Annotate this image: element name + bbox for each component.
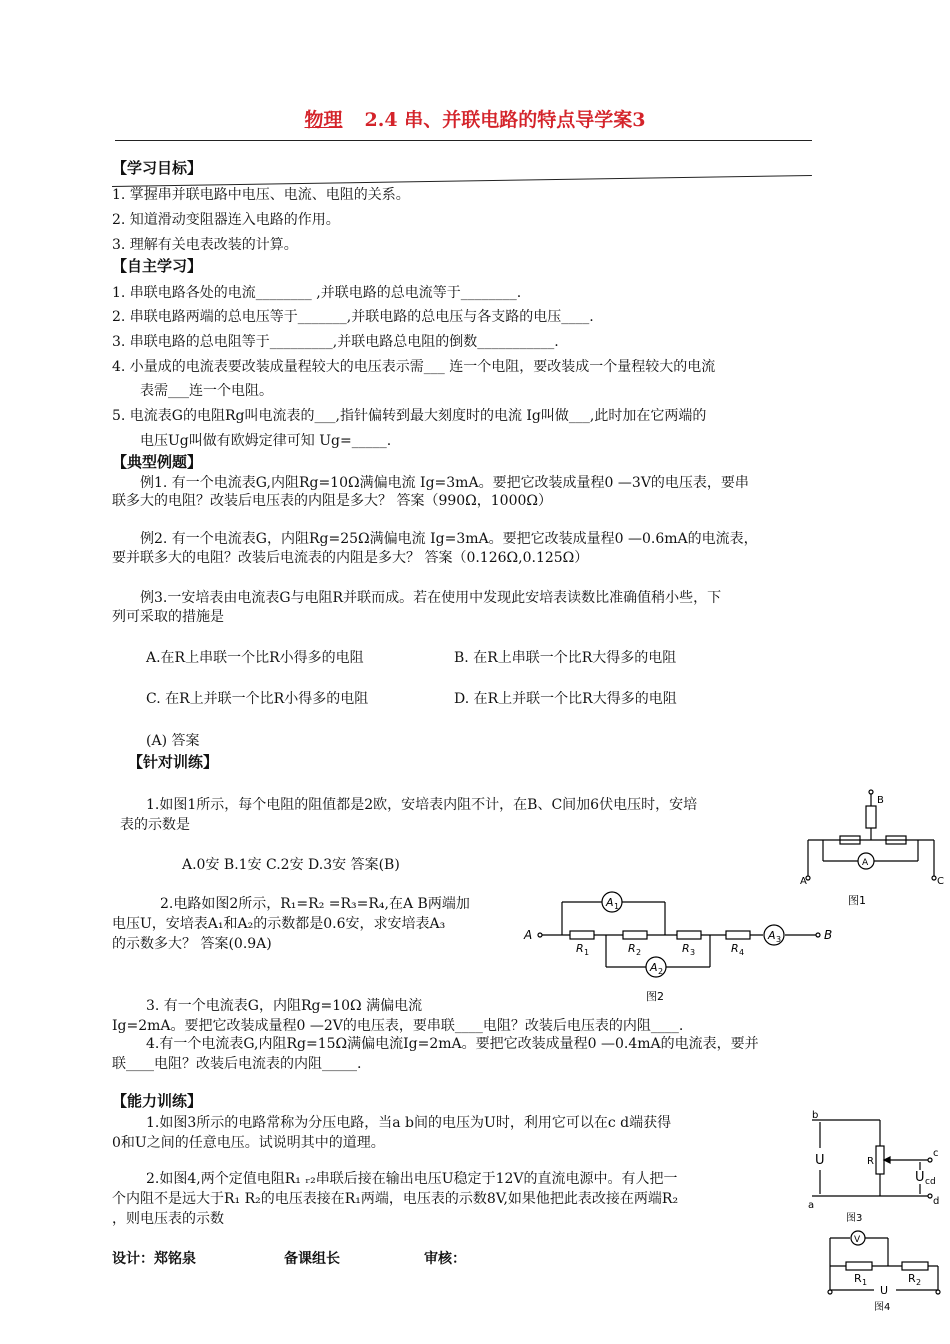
fig2-label-a: A: [524, 928, 533, 942]
fig4-r1: R: [854, 1272, 862, 1285]
option-b: B. 在R上串联一个比R大得多的电阻: [454, 650, 677, 666]
title-rule: [115, 140, 812, 141]
figure-2-circuit: [520, 888, 840, 1006]
fig2-r3: R: [682, 942, 690, 955]
fig2-ammeter-a3-sub: 3: [776, 935, 782, 944]
self-study-item: 表需___连一个电阻。: [140, 383, 273, 399]
self-study-item: 电压Ug叫做有欧姆定律可知 Ug=_____.: [140, 433, 392, 449]
fig2-caption: 图2: [646, 990, 664, 1003]
practice-1: 1.如图1所示，每个电阻的阻值都是2欧，安培表内阻不计，在B、C间加6伏电压时，安培: [146, 797, 698, 813]
fig2-r4: R: [731, 942, 739, 955]
fig1-label-c: C: [937, 876, 944, 887]
ability-2: ，则电压表的示数: [112, 1211, 224, 1227]
self-study-item: 5. 电流表G的电阻Rg叫电流表的___,指针偏转到最大刻度时的电流 Ig叫做___,此时加在它两端的: [112, 408, 707, 424]
strike-line: [112, 175, 812, 187]
ability-2: 2.如图4,两个定值电阻R₁ ᵣ₂串联后接在输出电压U稳定于12V的直流电源中。有人把一: [146, 1171, 678, 1187]
fig3-label-d: d: [933, 1196, 940, 1207]
figure-3-circuit: [800, 1108, 948, 1226]
example-3: 例3.一安培表由电流表G与电阻R并联而成。若在使用中发现此安培表读数比准确值稍小些，下: [140, 590, 722, 606]
fig4-r2: R: [908, 1272, 916, 1285]
ability-1: 0和U之间的任意电压。试说明其中的道理。: [112, 1135, 385, 1151]
fig2-ammeter-a1-sub: 1: [614, 902, 620, 911]
practice-1: 表的示数是: [120, 817, 190, 833]
goal-item: 2. 知道滑动变阻器连入电路的作用。: [112, 212, 340, 228]
fig3-caption: 图3: [846, 1213, 863, 1224]
figure-4-circuit: [820, 1228, 948, 1342]
example-2: 例2. 有一个电流表G，内阻Rg=25Ω满偏电流 Ig=3mA。要把它改装成量程0 —0.6mA的电流表，: [140, 531, 758, 547]
fig4-voltage-u: U: [880, 1284, 889, 1297]
self-study-item: 4. 小量成的电流表要改装成量程较大的电压表示需___ 连一个电阻，要改装成一个量程较大的电流: [112, 359, 716, 375]
goal-item: 3. 理解有关电表改装的计算。: [112, 237, 298, 253]
fig3-resistor-r: R: [867, 1156, 874, 1167]
footer-design: 设计：郑铭泉: [112, 1251, 196, 1267]
practice-1-options: A.0安 B.1安 C.2安 D.3安 答案(B): [182, 857, 400, 873]
fig1-caption: 图1: [848, 894, 866, 907]
fig4-voltmeter-v: V: [854, 1235, 861, 1245]
fig2-ammeter-a3: A: [768, 929, 776, 942]
section-ability: 【能力训练】: [112, 1092, 203, 1110]
fig3-voltage-ucd-sub: cd: [925, 1177, 936, 1187]
title-subject: 物理: [304, 109, 343, 131]
fig3-label-c: c: [933, 1148, 939, 1159]
fig3-voltage-ucd: U: [915, 1170, 925, 1185]
option-a: A.在R上串联一个比R小得多的电阻: [146, 650, 364, 666]
example-3-answer: (A) 答案: [146, 733, 200, 749]
example-2: 要并联多大的电阻？改装后电流表的内阻是多大？ 答案（0.126Ω,0.125Ω）: [112, 550, 589, 566]
page-title: [0, 105, 950, 132]
fig2-ammeter-a2: A: [650, 961, 658, 974]
example-1: 例1. 有一个电流表G,内阻Rg=10Ω满偏电流 Ig=3mA。要把它改装成量程0 —3V的电压表，要串: [140, 475, 749, 491]
fig2-ammeter-a2-sub: 2: [658, 967, 664, 976]
self-study-item: 3. 串联电路的总电阻等于_________,并联电路总电阻的倒数___________.: [112, 334, 559, 350]
fig2-r3-sub: 3: [690, 948, 696, 957]
fig4-r1-sub: 1: [862, 1278, 868, 1287]
self-study-item: 1. 串联电路各处的电流________ ,并联电路的总电流等于________.: [112, 285, 522, 301]
fig3-voltage-u: U: [815, 1153, 825, 1168]
fig3-label-a: a: [808, 1200, 815, 1211]
footer-review: 审核：: [424, 1251, 466, 1267]
practice-2: 的示数多大？ 答案(0.9A): [112, 936, 272, 952]
example-3: 列可采取的措施是: [112, 609, 224, 625]
fig2-ammeter-a1: A: [606, 896, 614, 909]
practice-3: 3. 有一个电流表G，内阻Rg=10Ω 满偏电流: [146, 998, 423, 1014]
fig2-r1-sub: 1: [584, 948, 590, 957]
fig1-ammeter-label: A: [862, 858, 869, 868]
footer-group: 备课组长: [284, 1251, 340, 1267]
fig4-r2-sub: 2: [916, 1278, 922, 1287]
ability-2: 个内阻不是远大于R₁ R₂的电压表接在R₁两端，电压表的示数8V,如果他把此表改接在两端R₂: [112, 1191, 679, 1207]
option-d: D. 在R上并联一个比R大得多的电阻: [454, 691, 677, 707]
section-goals: 【学习目标】: [112, 159, 203, 177]
section-practice: 【针对训练】: [128, 753, 219, 771]
section-self-study: 【自主学习】: [112, 257, 203, 275]
practice-2: 电压U，安培表A₁和A₂的示数都是0.6安，求安培表A₃: [112, 916, 446, 932]
ability-1: 1.如图3所示的电路常称为分压电路，当a b间的电压为U时，利用它可以在c d端获得: [146, 1115, 672, 1131]
fig2-label-b: B: [824, 928, 833, 942]
fig2-r4-sub: 4: [739, 948, 745, 957]
practice-4: 联____电阻？改装后电流表的内阻_____.: [112, 1056, 362, 1072]
fig2-r2: R: [628, 942, 636, 955]
fig3-label-b: b: [812, 1110, 819, 1121]
practice-2: 2.电路如图2所示，R₁=R₂ =R₃=R₄,在A B两端加: [160, 896, 470, 912]
goal-item: 1. 掌握串并联电路中电压、电流、电阻的关系。: [112, 187, 410, 203]
fig2-r2-sub: 2: [636, 948, 642, 957]
self-study-item: 2. 串联电路两端的总电压等于_______,并联电路的总电压与各支路的电压____.: [112, 309, 594, 325]
title-text: 2.4 串、并联电路的特点导学案3: [364, 109, 646, 131]
option-c: C. 在R上并联一个比R小得多的电阻: [146, 691, 369, 707]
fig1-label-a: A: [800, 876, 807, 887]
example-1: 联多大的电阻？改装后电压表的内阻是多大？ 答案（990Ω，1000Ω）: [112, 493, 553, 509]
fig4-caption: 图4: [874, 1302, 891, 1313]
fig2-r1: R: [576, 942, 584, 955]
practice-4: 4.有一个电流表G,内阻Rg=15Ω满偏电流Ig=2mA。要把它改装成量程0 —0.4mA的电流表，要并: [146, 1036, 759, 1052]
section-examples: 【典型例题】: [112, 453, 203, 471]
fig1-label-b: B: [877, 795, 884, 806]
practice-3: Ig=2mA。要把它改装成量程0 —2V的电压表，要串联____电阻？改装后电压表的内阻____.: [112, 1018, 684, 1034]
